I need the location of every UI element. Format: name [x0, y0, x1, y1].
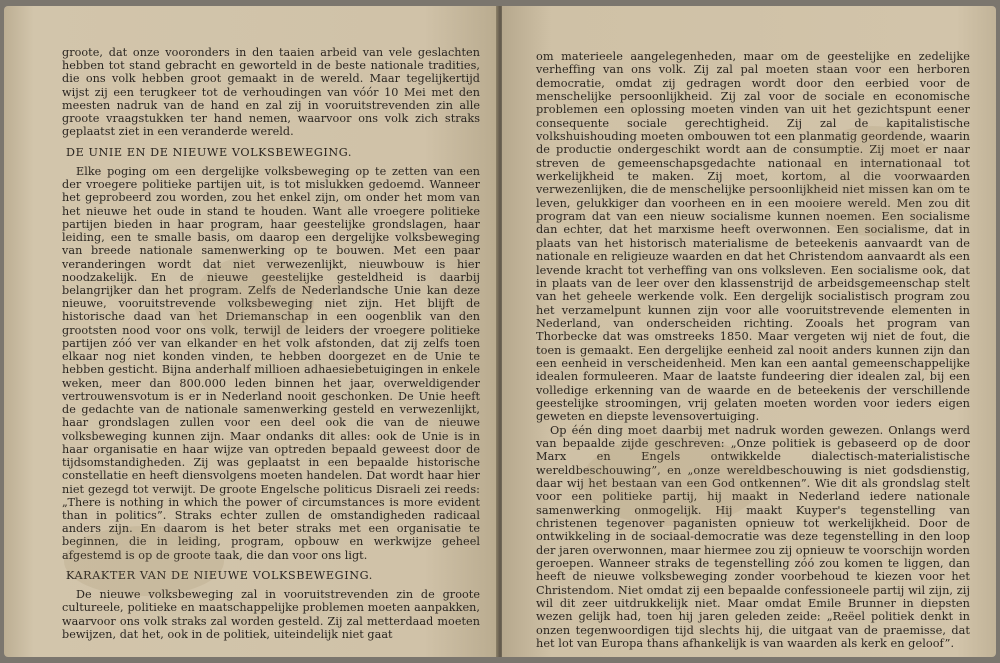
right-page-text	[536, 50, 970, 650]
left-page	[4, 6, 498, 657]
paragraph-unie: Elke poging om een dergelijke volksbeweging op te zetten van een der vroegere politieke partijen uit, is tot mislukken gedoemd. Wanneer het geprobeerd zou worden, zou het enkel zijn, om onder het mom van het nieuwe het oude in stand te houden. Want alle vroegere politieke partijen bieden in haar program, haar geestelijke grondslagen, haar leiding, een te smalle basis, om daarop een dergelijke volksbeweging van breede nationale samenwerking op te bouwen. Met een paar veranderingen wordt dat niet verwezenlijkt, nieuwbouw is hier noodzakelijk. En de nieuwe geestelijke gesteldheid is daarbij belangrijker dan het program. Zelfs de Nederlandsche Unie kan deze nieuwe, vooruitstrevende volksbeweging niet zijn. Het blijft de historische daad van het Driemanschap in een oogenblik van den grootsten nood voor ons volk, terwijl de leiders der vroegere politieke partijen zóó ver van elkander en het volk afstonden, dat zij zelfs toen elkaar nog niet konden vinden, te hebben doorgezet en de Unie te hebben gesticht. Bijna anderhalf millioen adhaesiebetuigingen in enkele weken, meer dan 800.000 leden binnen het jaar, overweldigender vertrouwensvotum is er in Nederland nooit geschonken. De Unie heeft de gedachte van de nationale samenwerking gesteld en verwezenlijkt, haar grondslagen zullen voor een deel ook die van de nieuwe volksbeweging kunnen zijn. Maar ondanks dit alles: ook de Unie is in haar organisatie en haar wijze van optreden bepaald geweest door de tijdsomstandigheden. Zij was geplaatst in een bepaalde historische constellatie en heeft diensvolgens moeten handelen. Dat wordt haar hier niet gezegd tot verwijt. De groote Engelsche politicus Disraeli zei reeds: „There is nothing in which the power of circumstances is more evident than in politics”. Straks echter zullen de omstandigheden radicaal anders zijn. En daarom is het beter straks met een organisatie te beginnen, die in leiding, program, opbouw en werkwijze geheel afgestemd is op de groote taak, die dan voor ons ligt.	[62, 164, 480, 562]
paragraph-socialisme: om materieele aangelegenheden, maar om de geestelijke en zedelijke verheffing van ons volk. Zij zal pal moeten staan voor een herboren democratie, omdat zij gedragen wordt door den eerbied voor de menschelijke persoonlijkheid. Zij zal voor de sociale en economische problemen een oplossing moeten vinden van uit het gezichtspunt eener consequente sociale gerechtigheid. Zij zal de kapitalistische volkshuishouding moeten ombouwen tot een planmatig geordende, waarin de productie ondergeschikt wordt aan de consumptie. Zij moet er naar streven de gemeenschapsgedachte nationaal en internationaal tot werkelijkheid te maken. Zij moet, kortom, al die voorwaarden verwezenlijken, die de menschelijke persoonlijkheid niet missen kan om te leven, gelukkiger dan voorheen en in een mooiere wereld. Men zou dit program dat van een nieuw socialisme kunnen noemen. Een socialisme dan echter, dat het marxisme heeft overwonnen. Een socialisme, dat in plaats van het historisch materialisme de beteekenis aanvaardt van de nationale en religieuze waarden en dat het Christendom aanvaardt als een levende kracht tot verheffing van ons volksleven. Een socialisme ook, dat in plaats van de leer over den klassenstrijd de arbeidsgemeenschap stelt van het geheele werkende volk. Een dergelijk socialistisch program zou het verzamelpunt kunnen zijn voor alle vooruitstrevende elementen in Nederland, van onderscheiden richting. Zooals het program van Thorbecke dat was omstreeks 1850. Maar vergeten wij niet de fout, die toen is gemaakt. Een dergelijke eenheid zal nooit anders kunnen zijn dan een eenheid in verscheidenheid. Men kan een aantal gemeenschappelijke idealen formuleeren. Maar de laatste fundeering dier idealen zal, bij een volledige erkenning van de waarde en de beteekenis der verschillende geestelijke stroomingen, vrij gelaten moeten worden voor ieders eigen geweten en diepste levensovertuiging.	[536, 50, 970, 424]
section-heading-unie: DE UNIE EN DE NIEUWE VOLKSBEWEGING.	[66, 145, 353, 159]
right-page	[502, 6, 996, 657]
paragraph-christendom: Op één ding moet daarbij met nadruk worden gewezen. Onlangs werd van bepaalde zijde geschreven: „Onze politiek is gebaseerd op de door Marx en Engels ontwikkelde dialectisch-materialistische wereldbeschouwing”, en „onze wereldbeschouwing is niet godsdienstig, daar wij het bestaan van een God ontkennen”. Wie dit als grondslag stelt voor een politieke partij, hij maakt in Nederland iedere nationale samenwerking onmogelijk. Hij maakt Kuyper's tegenstelling van christenen tegenover paganisten opnieuw tot werkelijkheid. Door de ontwikkeling in de sociaal-democratie was deze tegenstelling in den loop der jaren overwonnen, maar hiermee zou zij opnieuw te voorschijn worden geroepen. Wanneer straks de tegenstelling zóó zou komen te liggen, dan heeft de nieuwe volksbeweging zonder voorbehoud te kiezen voor het Christendom. Niet omdat zij een bepaalde confessioneele partij wil zijn, zij wil dit zeer uitdrukkelijk niet. Maar omdat Emile Brunner in diepsten wezen gelijk had, toen hij jaren geleden zeide: „Reëel politiek denkt in onzen tegenwoordigen tijd slechts hij, die uitgaat van de praemisse, dat het lot van Europa thans afhankelijk is van waarden als kerk en geloof”.	[536, 423, 970, 651]
opening-paragraph: groote, dat onze vooronders in den taaien arbeid van vele geslachten hebben tot stand gebracht en geworteld in de beste nationale tradities, die ons volk hebben groot gemaakt in de wereld. Maar tegelijkertijd wijst zij een terugkeer tot de verhoudingen van vóór 10 Mei met den meesten nadruk van de hand en zal zij in vooruitstrevenden zin alle groote vraagstukken ter hand nemen, waarvoor ons volk zich straks geplaatst ziet in een veranderde wereld.	[62, 46, 480, 139]
section-heading-karakter: KARAKTER VAN DE NIEUWE VOLKSBEWEGING.	[66, 568, 373, 582]
paragraph-karakter: De nieuwe volksbeweging zal in vooruitstrevenden zin de groote cultureele, politieke en maatschappelijke problemen moeten aanpakken, waarvoor ons volk straks zal worden gesteld. Zij zal metterdaad moeten bewijzen, dat het, ook in de politiek, uiteindelijk niet gaat	[62, 588, 480, 641]
left-page-text	[62, 46, 480, 641]
